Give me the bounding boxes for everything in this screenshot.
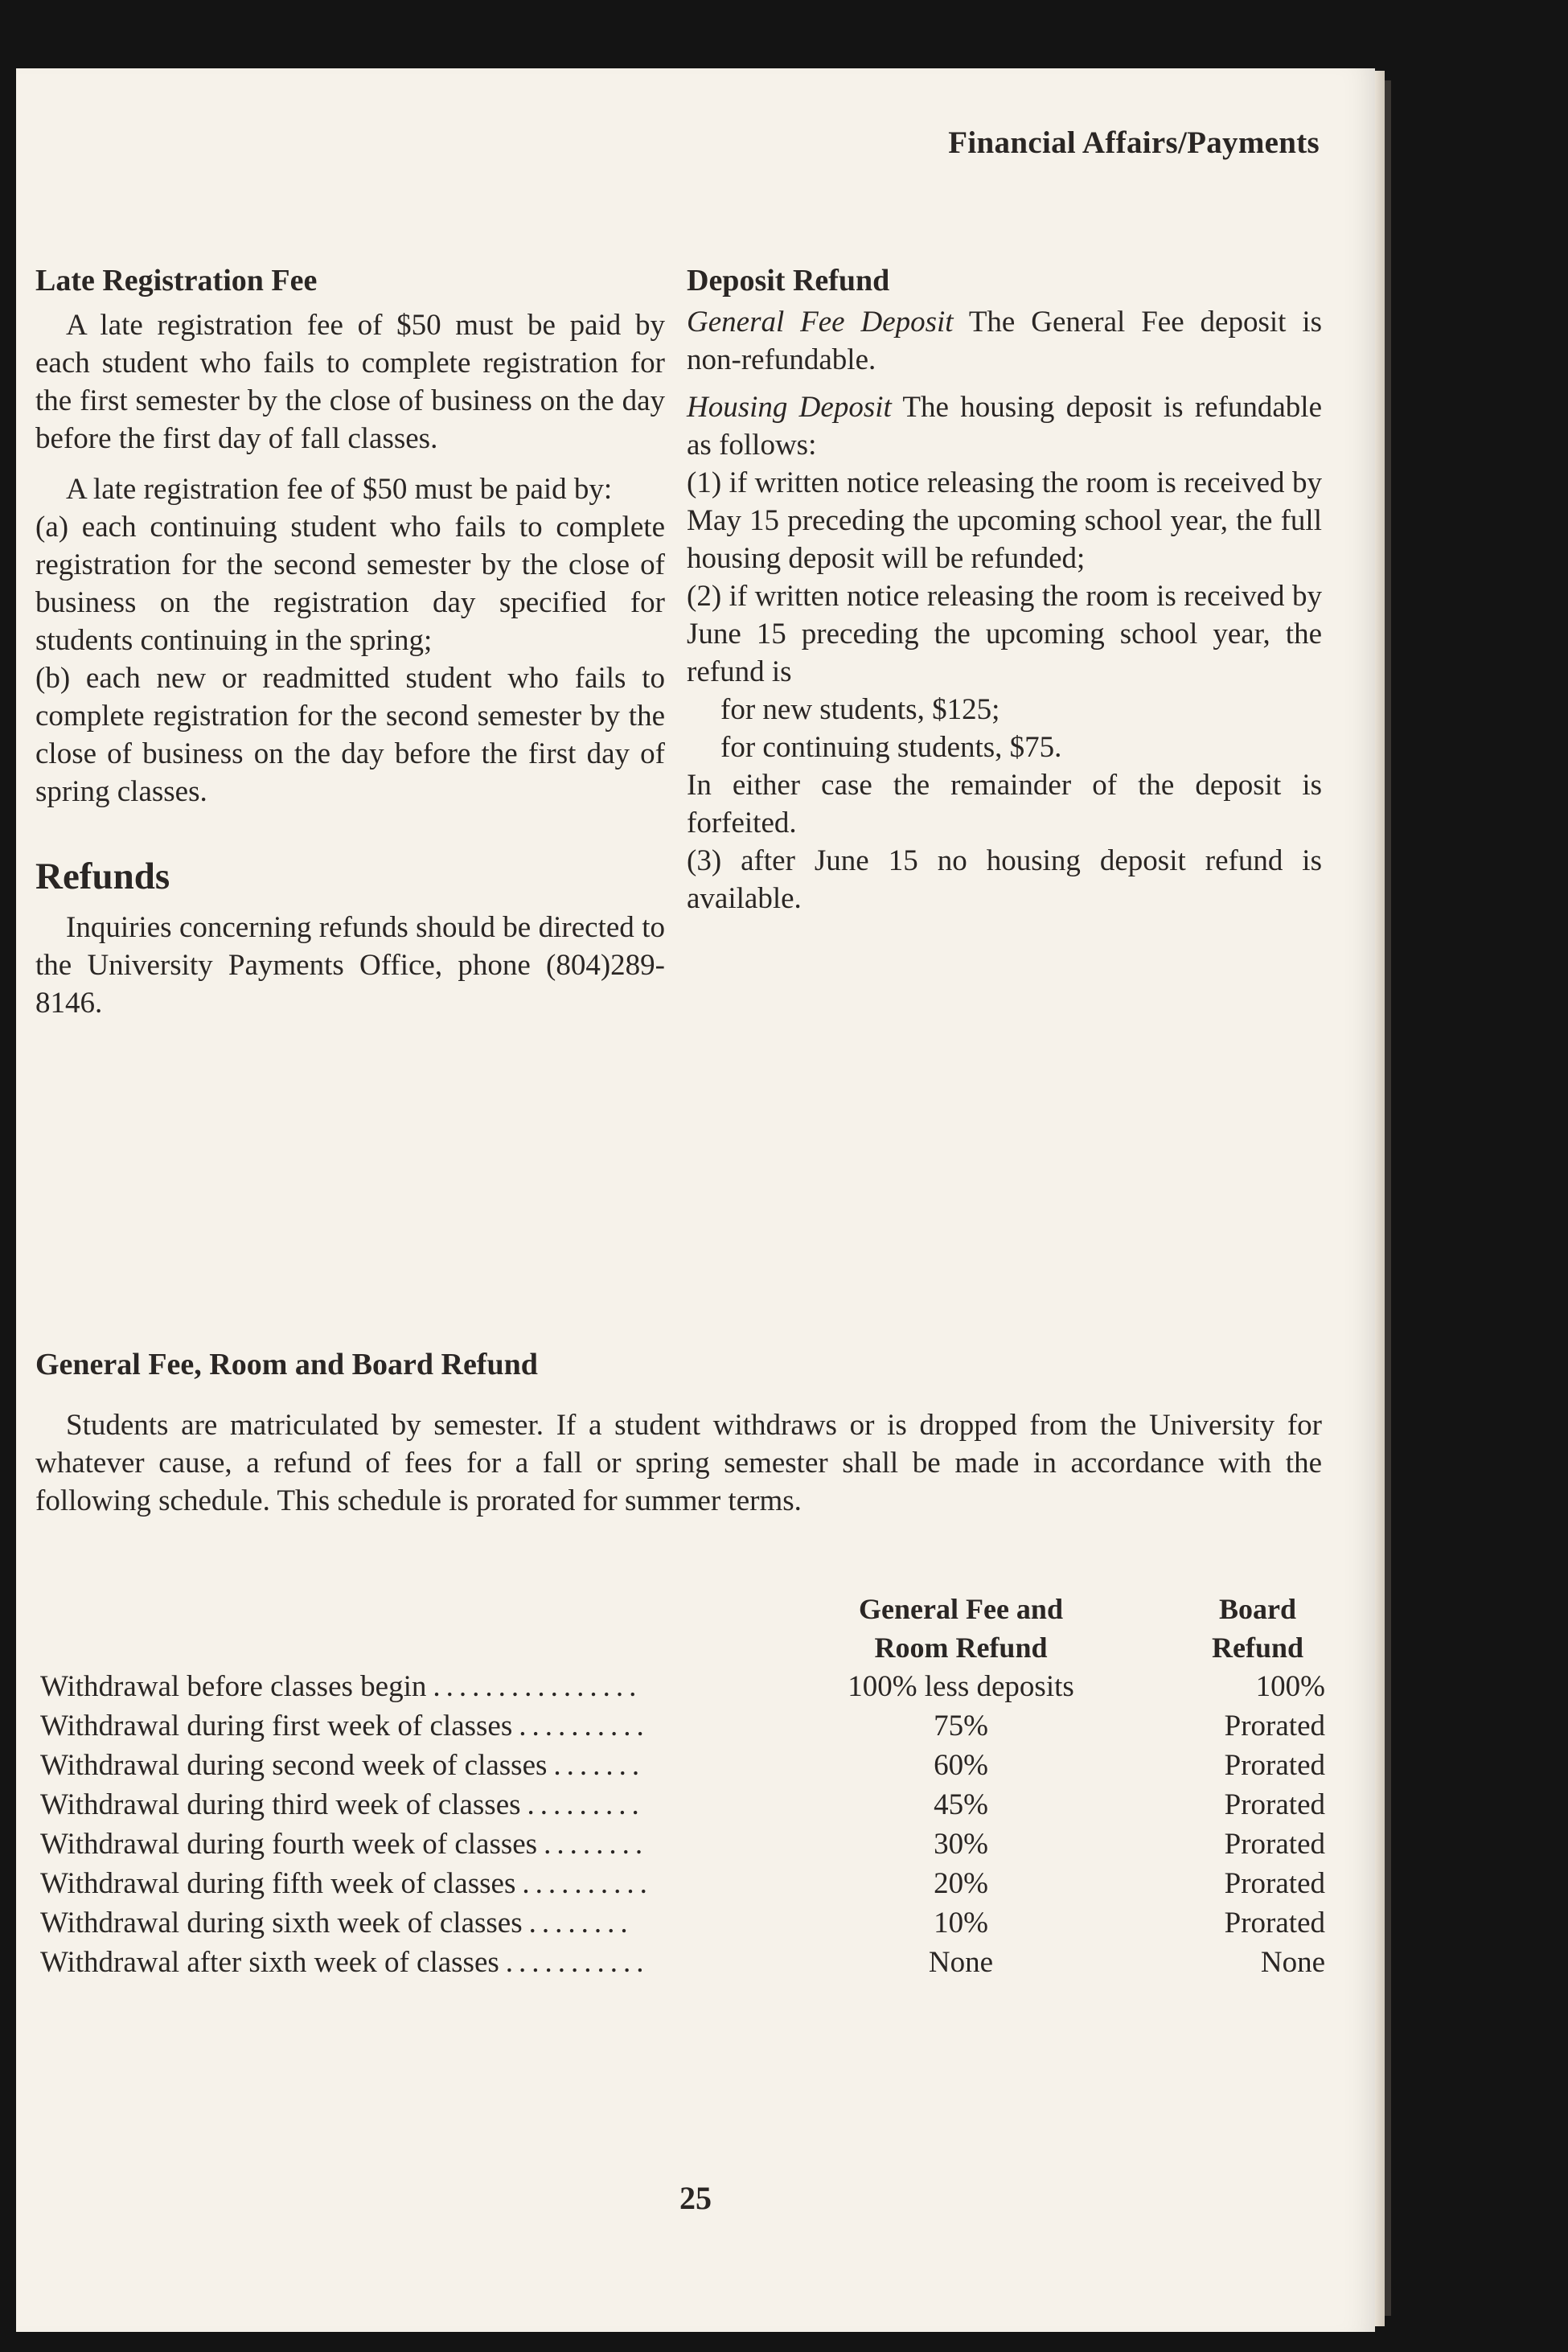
- late-registration-item-b: (b) each new or readmitted student who fails to complete registration for the second semester by the close of business on the day before the first day of spring classes.: [35, 662, 665, 808]
- running-head: Financial Affairs/Payments: [948, 125, 1320, 160]
- row-label-cell: [40, 1746, 804, 1785]
- table-row: [40, 1746, 1325, 1785]
- fee-column-header: [804, 1590, 1118, 1667]
- row-board-cell: Prorated: [1224, 1828, 1325, 1861]
- continuing-students-refund: for continuing students, $75.: [720, 731, 1062, 764]
- board-column-header: [1118, 1590, 1325, 1667]
- new-students-refund: for new students, $125;: [720, 693, 1000, 726]
- document-page: [16, 68, 1375, 2332]
- table-row: [40, 1943, 1325, 1982]
- housing-deposit-label: Housing Deposit: [687, 391, 892, 424]
- refunds-para: Inquiries concerning refunds should be directed to the University Payments Office, phone (804)289-8146.: [35, 911, 665, 1020]
- dot-leader: ........: [544, 1828, 649, 1861]
- row-label: Withdrawal after sixth week of classes: [40, 1946, 506, 1979]
- refund-schedule-table: [40, 1590, 1325, 1982]
- late-registration-heading: Late Registration Fee: [35, 264, 318, 298]
- row-label: Withdrawal during second week of classes: [40, 1749, 553, 1782]
- row-label-cell: [40, 1825, 804, 1864]
- table-row: [40, 1706, 1325, 1746]
- table-row: [40, 1864, 1325, 1903]
- row-fee-cell: 20%: [934, 1867, 988, 1900]
- refunds-heading: Refunds: [35, 856, 170, 897]
- row-board-cell: Prorated: [1224, 1907, 1325, 1939]
- housing-deposit-text: The housing deposit is refundable as follows:: [687, 391, 1323, 462]
- dot-leader: ..........: [519, 1710, 650, 1742]
- row-fee-cell: 100% less deposits: [848, 1670, 1074, 1703]
- row-label: Withdrawal before classes begin: [40, 1670, 433, 1703]
- board-column-header-line1: Board: [1218, 1593, 1296, 1625]
- housing-item-1: (1) if written notice releasing the room is received by May 15 preceding the upcoming school year, the full housing deposit will be refunded;: [687, 466, 1322, 575]
- page-shadow: [1385, 80, 1391, 2316]
- table-row: [40, 1667, 1325, 1706]
- left-column: [35, 261, 665, 1022]
- row-board-cell: Prorated: [1224, 1788, 1325, 1821]
- late-registration-para2: A late registration fee of $50 must be paid by:: [66, 473, 613, 506]
- row-board-cell: Prorated: [1224, 1749, 1325, 1782]
- late-registration-item-a: (a) each continuing student who fails to complete registration for the second semester by the close of business on the registration day specified for students continuing in the spring;: [35, 511, 665, 657]
- row-board-cell: 100%: [1255, 1670, 1325, 1703]
- row-label: Withdrawal during fifth week of classes: [40, 1867, 522, 1900]
- fee-column-header-line2: Room Refund: [874, 1632, 1048, 1664]
- row-label: Withdrawal during fourth week of classes: [40, 1828, 544, 1861]
- housing-deposit-para: [687, 388, 1322, 464]
- general-fee-deposit-label: General Fee Deposit: [687, 306, 954, 339]
- row-label: Withdrawal during first week of classes: [40, 1710, 519, 1742]
- table-row: [40, 1825, 1325, 1864]
- row-fee-cell: 60%: [934, 1749, 988, 1782]
- table-row: [40, 1785, 1325, 1825]
- dot-leader: ...........: [505, 1946, 650, 1979]
- dot-leader: ..........: [522, 1867, 653, 1900]
- row-label: Withdrawal during sixth week of classes: [40, 1907, 529, 1939]
- row-board-cell: None: [1260, 1946, 1325, 1979]
- fee-refund-heading: General Fee, Room and Board Refund: [35, 1348, 538, 1381]
- general-fee-deposit-text: The General Fee deposit is non-refundable.: [687, 306, 1323, 376]
- dot-leader: ........: [528, 1907, 634, 1939]
- table-header-row: [40, 1590, 1325, 1667]
- deposit-refund-heading: Deposit Refund: [687, 264, 890, 298]
- fee-refund-para: Students are matriculated by semester. If a student withdraws or is dropped from the University for whatever cause, a refund of fees for a fall or spring semester shall be made in accordance with the following schedule. This schedule is prorated for summer terms.: [35, 1409, 1322, 1517]
- board-column-header-line2: Refund: [1211, 1632, 1304, 1664]
- row-fee-cell: 10%: [934, 1907, 988, 1939]
- row-label-cell: [40, 1667, 804, 1706]
- row-fee-cell: 75%: [934, 1710, 988, 1742]
- row-label-cell: [40, 1706, 804, 1746]
- row-board-cell: Prorated: [1224, 1710, 1325, 1742]
- page-stack-edge: [1375, 71, 1385, 2326]
- row-fee-cell: 30%: [934, 1828, 988, 1861]
- dot-leader: .......: [553, 1749, 646, 1782]
- fee-refund-section: [35, 1345, 1322, 1520]
- late-registration-para1: A late registration fee of $50 must be paid by each student who fails to complete registration for the first semester by the close of business on the day before the first day of fall classes.: [35, 309, 665, 455]
- label-column-header: [40, 1590, 804, 1667]
- dot-leader: ................: [433, 1670, 642, 1703]
- row-fee-cell: 45%: [934, 1788, 988, 1821]
- page-number: 25: [679, 2180, 712, 2216]
- dot-leader: .........: [527, 1788, 645, 1821]
- row-label-cell: [40, 1785, 804, 1825]
- fee-column-header-line1: General Fee and: [859, 1593, 1063, 1625]
- housing-item-2: (2) if written notice releasing the room is received by June 15 preceding the upcoming school year, the refund is: [687, 580, 1322, 688]
- remainder-forfeited: In either case the remainder of the deposit is forfeited.: [687, 769, 1322, 839]
- general-fee-deposit-para: [687, 303, 1322, 379]
- table-row: [40, 1903, 1325, 1943]
- row-board-cell: Prorated: [1224, 1867, 1325, 1900]
- housing-item-3: (3) after June 15 no housing deposit refund is available.: [687, 844, 1322, 915]
- row-label-cell: [40, 1943, 804, 1982]
- row-fee-cell: None: [928, 1946, 994, 1979]
- right-column: [687, 261, 1322, 917]
- row-label-cell: [40, 1864, 804, 1903]
- row-label-cell: [40, 1903, 804, 1943]
- row-label: Withdrawal during third week of classes: [40, 1788, 527, 1821]
